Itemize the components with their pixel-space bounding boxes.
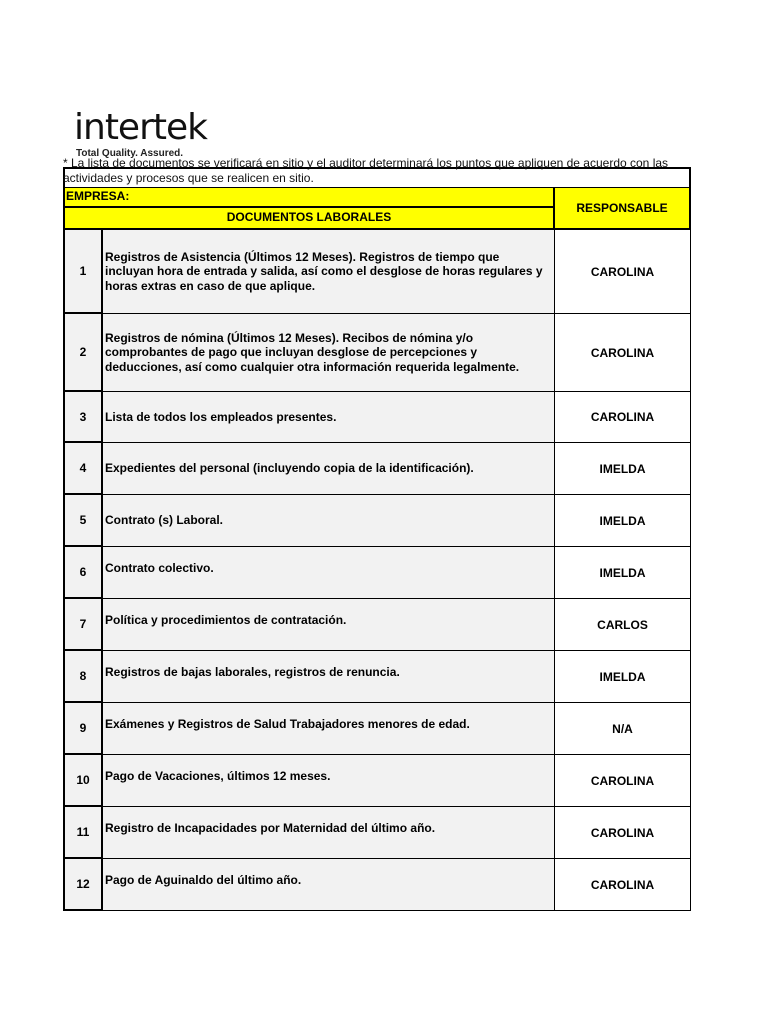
row-responsable: CAROLINA <box>555 859 691 911</box>
row-responsable: CARLOS <box>555 599 691 651</box>
verification-note: * La lista de documentos se verificará en sitio y el auditor determinará los puntos que apliquen de acuerdo con las actividades y procesos que se realicen en sitio. <box>63 156 669 185</box>
row-description: Contrato colectivo. <box>103 547 555 599</box>
table-row <box>63 755 691 807</box>
row-responsable: N/A <box>555 703 691 755</box>
row-description: Exámenes y Registros de Salud Trabajadores menores de edad. <box>103 703 555 755</box>
row-description: Registros de Asistencia (Últimos 12 Meses). Registros de tiempo que incluyan hora de entrada y salida, así como el desglose de horas regulares y horas extras en caso de que aplique. <box>103 230 555 314</box>
table-row <box>63 651 691 703</box>
row-number: 1 <box>63 230 103 314</box>
table-body <box>63 230 691 911</box>
row-description: Política y procedimientos de contratación. <box>103 599 555 651</box>
table-row <box>63 443 691 495</box>
row-number: 2 <box>63 314 103 392</box>
row-responsable: CAROLINA <box>555 392 691 443</box>
intertek-logo <box>74 107 207 159</box>
row-number: 5 <box>63 495 103 547</box>
table-row <box>63 599 691 651</box>
responsable-header: RESPONSABLE <box>555 188 691 230</box>
row-number: 9 <box>63 703 103 755</box>
row-description: Registro de Incapacidades por Maternidad del último año. <box>103 807 555 859</box>
row-number: 6 <box>63 547 103 599</box>
row-description: Registros de bajas laborales, registros de renuncia. <box>103 651 555 703</box>
row-responsable: CAROLINA <box>555 755 691 807</box>
table-row <box>63 859 691 911</box>
row-responsable: CAROLINA <box>555 230 691 314</box>
table-row <box>63 230 691 314</box>
row-number: 11 <box>63 807 103 859</box>
row-number: 10 <box>63 755 103 807</box>
row-description: Lista de todos los empleados presentes. <box>103 392 555 443</box>
empresa-label: EMPRESA: <box>63 188 555 208</box>
table-header <box>63 188 691 230</box>
row-number: 4 <box>63 443 103 495</box>
documents-table <box>63 167 691 911</box>
row-responsable: IMELDA <box>555 495 691 547</box>
row-responsable: IMELDA <box>555 443 691 495</box>
table-row <box>63 392 691 443</box>
row-number: 8 <box>63 651 103 703</box>
row-description: Registros de nómina (Últimos 12 Meses). Recibos de nómina y/o comprobantes de pago que incluyan desglose de percepciones y deducciones, así como cualquier otra información requerida legalmente. <box>103 314 555 392</box>
section-title: DOCUMENTOS LABORALES <box>63 208 555 230</box>
row-number: 7 <box>63 599 103 651</box>
table-row <box>63 314 691 392</box>
row-responsable: CAROLINA <box>555 807 691 859</box>
row-number: 3 <box>63 392 103 443</box>
row-responsable: IMELDA <box>555 651 691 703</box>
row-description: Contrato (s) Laboral. <box>103 495 555 547</box>
row-description: Pago de Vacaciones, últimos 12 meses. <box>103 755 555 807</box>
table-row <box>63 807 691 859</box>
table-row <box>63 703 691 755</box>
row-responsable: IMELDA <box>555 547 691 599</box>
row-number: 12 <box>63 859 103 911</box>
row-description: Pago de Aguinaldo del último año. <box>103 859 555 911</box>
logo-tagline: Total Quality. Assured. <box>76 148 184 159</box>
row-responsable: CAROLINA <box>555 314 691 392</box>
table-row <box>63 495 691 547</box>
table-row <box>63 547 691 599</box>
row-description: Expedientes del personal (incluyendo copia de la identificación). <box>103 443 555 495</box>
logo-wordmark: intertek <box>74 107 207 148</box>
